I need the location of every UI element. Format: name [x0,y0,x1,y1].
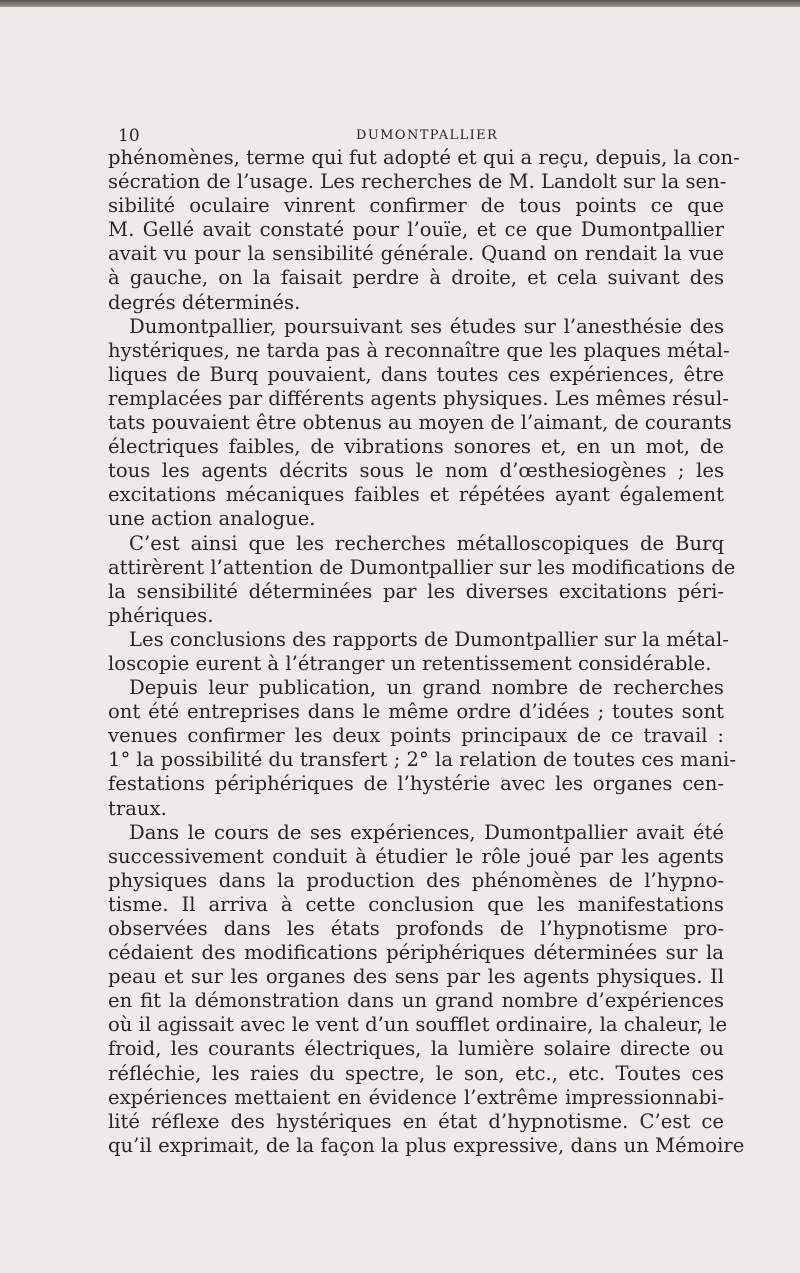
page-header [118,124,722,148]
text-line: venues confirmer les deux points principaux de ce travail : [108,724,724,748]
text-line: peau et sur les organes des sens par les agents physiques. Il [108,965,724,989]
text-line: Les conclusions des rapports de Dumontpallier sur la métal- [129,627,729,651]
text-line: électriques faibles, de vibrations sonores et, en un mot, de [108,435,724,459]
text-line: où il agissait avec le vent d’un soufflet ordinaire, la chaleur, le [108,1013,728,1037]
text-line: réfléchie, les raies du spectre, le son, etc., etc. Toutes ces [108,1061,724,1085]
text-line: remplacées par différents agents physiques. Les mêmes résul- [108,386,729,410]
text-line: festations périphériques de l’hystérie avec les organes cen- [108,772,724,796]
text-line: loscopie eurent à l’étranger un retentissement considérable. [108,651,712,675]
text-line: expériences mettaient en évidence l’extrême impressionnabi- [108,1085,724,1109]
text-line: Dumontpallier, poursuivant ses études sur l’anesthésie des [129,314,724,338]
text-line: 1° la possibilité du transfert ; 2° la relation de toutes ces mani- [108,748,736,772]
text-line: sécration de l’usage. Les recherches de M. Landolt sur la sen- [108,170,727,194]
text-line: ont été entreprises dans le même ordre d’idées ; toutes sont [108,700,724,724]
text-line: une action analogue. [108,507,316,531]
text-line: phériques. [108,603,214,627]
text-line: à gauche, on la faisait perdre à droite, et cela suivant des [108,266,724,290]
text-line: degrés déterminés. [108,290,301,314]
text-line: Dans le cours de ses expériences, Dumontpallier avait été [129,820,724,844]
top-edge-rule [0,0,800,7]
text-line: observées dans les états profonds de l’hypnotisme pro- [108,917,724,940]
text-line: attirèrent l’attention de Dumontpallier sur les modifications de [108,555,736,579]
text-line: lité réflexe des hystériques en état d’hypnotisme. C’est ce [108,1109,724,1133]
text-line: froid, les courants électriques, la lumière solaire directe ou [108,1037,724,1061]
text-line: qu’il exprimait, de la façon la plus expressive, dans un Mémoire [108,1133,745,1157]
text-line: liques de Burq pouvaient, dans toutes ces expériences, être [108,362,724,386]
text-line: tats pouvaient être obtenus au moyen de l’aimant, de courants [108,411,732,435]
text-line: Depuis leur publication, un grand nombre de recherches [129,676,724,700]
text-line: la sensibilité déterminées par les diverses excitations péri- [108,579,724,603]
text-line: physiques dans la production des phénomènes de l’hypno- [108,868,724,892]
text-line: avait vu pour la sensibilité générale. Quand on rendait la vue [108,242,724,266]
text-line: successivement conduit à étudier le rôle joué par les agents [108,844,724,868]
text-line: traux. [108,796,167,820]
text-line: hystériques, ne tarda pas à reconnaître que les plaques métal- [108,338,730,362]
page-number: 10 [118,126,140,146]
text-line: tous les agents décrits sous le nom d’œsthesiogènes ; les [108,459,724,483]
text-line: phénomènes, terme qui fut adopté et qui a reçu, depuis, la con- [108,146,740,169]
body-text [108,146,745,1158]
text-line: M. Gellé avait constaté pour l’ouïe, et ce que Dumontpallier [108,218,724,242]
text-line: en fit la démonstration dans un grand nombre d’expériences [108,989,724,1013]
text-line: cédaient des modifications périphériques déterminées sur la [108,941,724,965]
running-head: DUMONTPALLIER [356,128,499,143]
text-line: excitations mécaniques faibles et répétées ayant également [108,483,724,507]
text-line: C’est ainsi que les recherches métalloscopiques de Burq [129,531,724,555]
text-line: sibilité oculaire vinrent confirmer de tous points ce que [108,194,724,218]
text-line: tisme. Il arriva à cette conclusion que les manifestations [108,892,724,916]
